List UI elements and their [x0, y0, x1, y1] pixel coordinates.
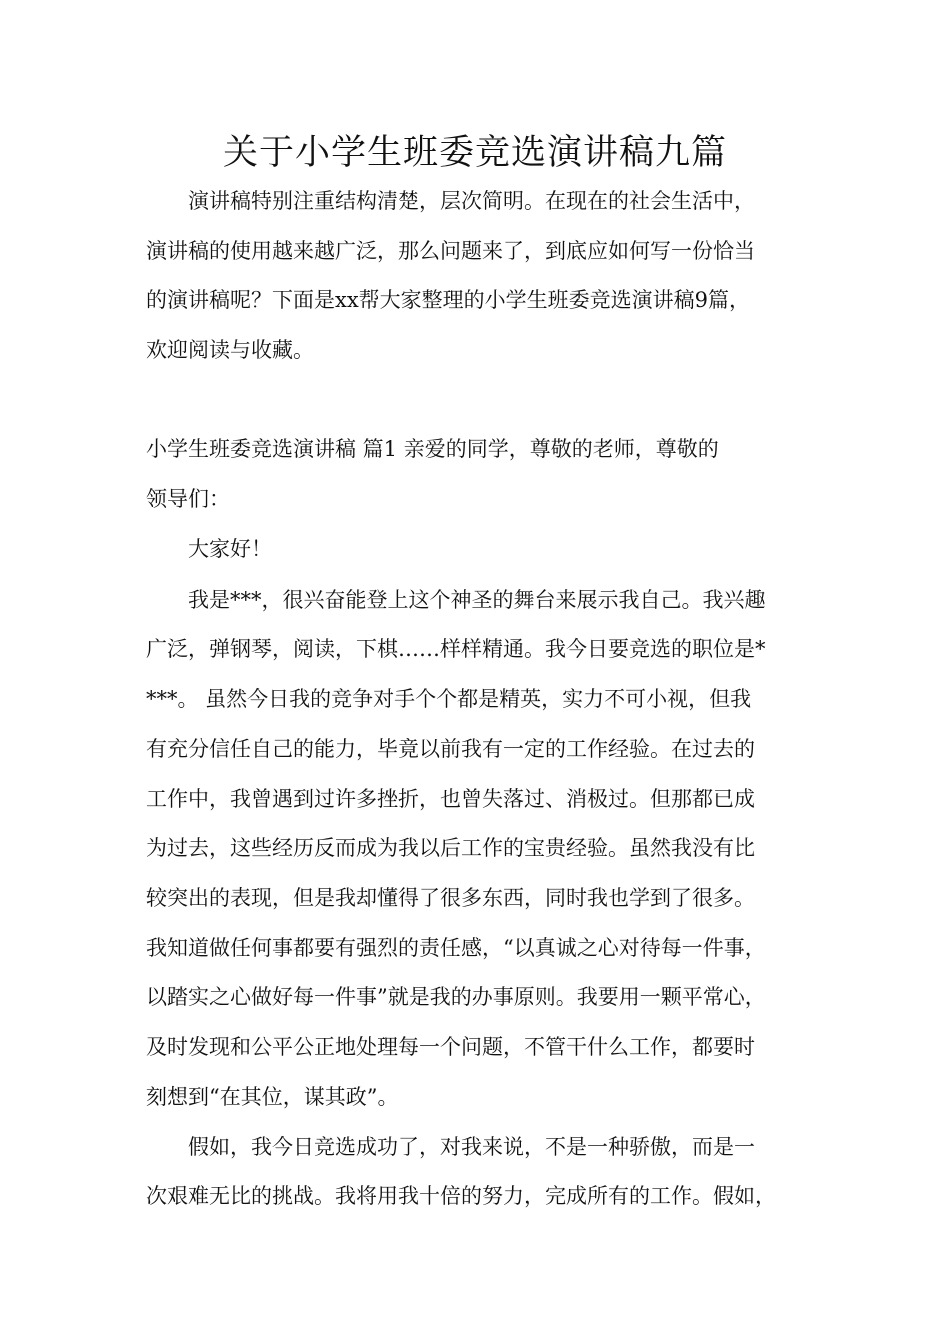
paragraph-line: 有充分信任自己的能力，毕竟以前我有一定的工作经验。在过去的: [146, 737, 755, 761]
paragraph-line: 广泛，弹钢琴，阅读，下棋……样样精通。我今日要竞选的职位是*: [146, 637, 766, 661]
paragraph-line: 及时发现和公平公正地处理每一个问题，不管干什么工作，都要时: [146, 1035, 755, 1059]
paragraph-line: 我是***，很兴奋能登上这个神圣的舞台来展示我自己。我兴趣: [188, 588, 766, 612]
paragraph-line: 以踏实之心做好每一件事”就是我的办事原则。我要用一颗平常心，: [146, 985, 766, 1009]
intro-line: 的演讲稿呢？下面是xx帮大家整理的小学生班委竞选演讲稿9篇，: [146, 288, 751, 312]
paragraph-line: 为过去，这些经历反而成为我以后工作的宝贵经验。虽然我没有比: [146, 836, 755, 860]
paragraph-line: 假如，我今日竞选成功了，对我来说，不是一种骄傲，而是一: [188, 1135, 755, 1159]
paragraph-line: 较突出的表现，但是我却懂得了很多东西，同时我也学到了很多。: [146, 886, 755, 910]
paragraph-line: 工作中，我曾遇到过许多挫折，也曾失落过、消极过。但那都已成: [146, 787, 755, 811]
section-heading: 小学生班委竞选演讲稿 篇1 亲爱的同学，尊敬的老师，尊敬的: [146, 437, 719, 461]
paragraph-line: 我知道做任何事都要有强烈的责任感，“以真诚之心对待每一件事，: [146, 936, 766, 960]
greeting-text: 大家好！: [188, 537, 272, 561]
intro-line: 演讲稿的使用越来越广泛，那么问题来了，到底应如何写一份恰当: [146, 239, 755, 263]
section-heading: 领导们：: [146, 487, 230, 511]
paragraph-line: 次艰难无比的挑战。我将用我十倍的努力，完成所有的工作。假如，: [146, 1184, 776, 1208]
paragraph-line: 刻想到“在其位，谋其政”。: [146, 1085, 399, 1109]
document-title: 关于小学生班委竞选演讲稿九篇: [222, 133, 727, 173]
paragraph-line: ***。 虽然今日我的竞争对手个个都是精英，实力不可小视，但我: [146, 687, 752, 711]
intro-line: 欢迎阅读与收藏。: [146, 338, 314, 362]
intro-line: 演讲稿特别注重结构清楚，层次简明。在现在的社会生活中，: [188, 189, 755, 213]
